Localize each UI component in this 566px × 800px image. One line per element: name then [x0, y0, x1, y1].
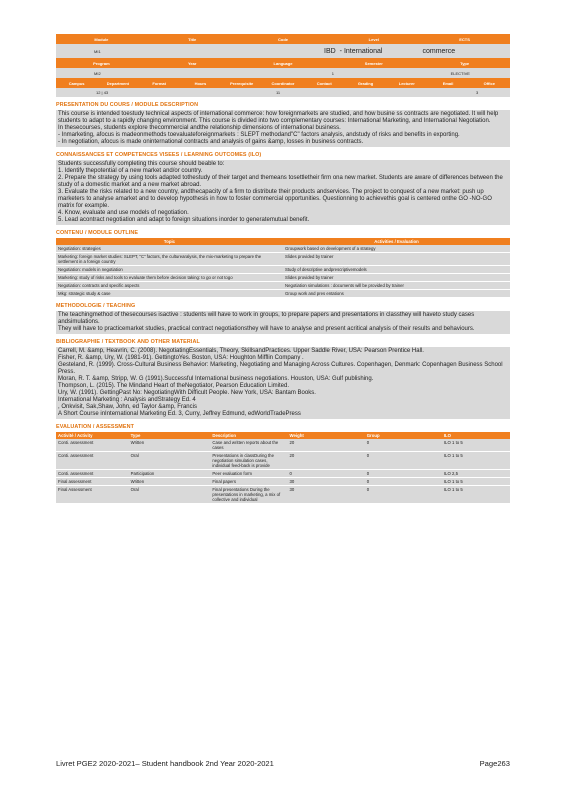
header-cell: Semester: [364, 60, 383, 66]
header-cell: Campus: [68, 80, 85, 86]
header-cell: Type: [460, 60, 470, 66]
table-cell: Participation: [129, 470, 211, 478]
table-cell: ILO 1 to 5: [442, 452, 510, 470]
header-cell: Title: [188, 36, 197, 42]
header-row-2: [56, 58, 510, 68]
table-cell: Mkg: strategic study & case: [56, 290, 283, 298]
paragraph: In thesecourses, students explore thecommercial andthe relationship dimensions of international business.: [58, 125, 341, 131]
paragraph: 2. Prepare the strategy by using tools adapted tothestudy of their target and themeans tosettletheir firm ona new market. Students are aware of differences between the study of a domestic market and a new market abroad.: [58, 175, 503, 188]
column-header: Weight: [288, 432, 365, 439]
table-cell: Marketing: foreign market studies: SLEPT, "C" factors, the culturearalysis, the mix-marketing to prepare the settlement in a foreign country: [56, 253, 283, 266]
reference: Gesteland, R. (1999). Cross-Cultural Business Behavior: Marketing, Negotiating and Managing Across Cultures. Copenhagen, Denmark: Copenhagen Business School Press.: [58, 362, 503, 375]
type-value: ELECTIVE: [450, 70, 470, 76]
paragraph: They will have to practicemarket studies, practical contract negotiationsthey will have to analyse and present acritical analysis of their results and behaviours.: [58, 326, 475, 332]
teaching-text: [56, 311, 510, 334]
table-cell: Final papers: [210, 478, 287, 486]
page-footer: [56, 759, 510, 768]
table-cell: Written: [129, 478, 211, 486]
table-cell: 20: [288, 452, 365, 470]
header-cell: Prerequisite: [230, 80, 254, 86]
table-cell: Negotiation: strategies: [56, 245, 283, 253]
table-row: [56, 470, 510, 478]
table-cell: Conti. assessment: [56, 470, 129, 478]
header-cell: ECTS: [459, 36, 470, 42]
paragraph: Students successfully completing this course should beable to:: [58, 161, 225, 167]
table-row: [56, 452, 510, 470]
table-cell: Slides provided by trainer: [283, 253, 510, 266]
header-cell: Lecturer: [398, 80, 415, 86]
table-cell: Slides provided by trainer: [283, 274, 510, 282]
header-cell: Department: [106, 80, 130, 86]
table-cell: 0: [365, 452, 442, 470]
program-value: MI2: [94, 70, 101, 76]
table-cell: ILO 2,5: [442, 470, 510, 478]
table-cell: ILO 1 to 5: [442, 439, 510, 452]
paragraph: - Inmarketing, afocus is madeonmethods toevaluateforeignmarkets : SLEPT methodand"C" factors analysis, andstudy of risks and benefits in exporting.: [58, 132, 460, 138]
table-cell: Negotiation simulations : documents will be provided by trainer: [283, 282, 510, 290]
table-cell: Conti. assessment: [56, 439, 129, 452]
table-cell: Final presentations During the presentations in marketing, a mix of collective and individual: [210, 486, 287, 504]
bibliography-text: [56, 347, 510, 419]
header-row-3: [56, 78, 510, 88]
table-row: [56, 266, 510, 274]
header-cell: Contact: [316, 80, 332, 86]
table-cell: Case and written reports about the cases: [210, 439, 287, 452]
column-header: ILO: [442, 432, 510, 439]
paragraph: 1. Identify thepotential of a new market and/or country.: [58, 168, 203, 174]
title-left: IBD: [324, 47, 336, 55]
outline-heading: CONTENU / MODULE OUTLINE: [56, 230, 139, 236]
column-header: Description: [210, 432, 287, 439]
table-cell: 0: [365, 439, 442, 452]
table-cell: ILO 1 to 5: [442, 478, 510, 486]
table-cell: 0: [365, 478, 442, 486]
reference: , Onkvisit, Sak,Shaw, John, ed Taylor &amp, Francis: [58, 404, 197, 410]
header-values-row: [56, 68, 510, 78]
table-cell: Conti. assessment: [56, 452, 129, 470]
teaching-heading: METHODOLOGIE / TEACHING: [56, 303, 136, 309]
credits-value: 11: [276, 90, 281, 95]
reference: International Marketing : Analysis andStrategy Ed. 4: [58, 397, 196, 403]
header-cell: Email: [442, 80, 454, 86]
column-header: Group: [365, 432, 442, 439]
header-title-row: [56, 44, 510, 58]
table-cell: Final Assessment: [56, 486, 129, 504]
paragraph: - In negotiation, afocus is made oninternational contracts and analysis of gains &amp, losses in business contracts.: [58, 139, 364, 145]
column-header: Topic: [56, 238, 283, 245]
table-row: [56, 245, 510, 253]
header-cell: Grading: [357, 80, 374, 86]
paragraph: 3. Evaluate the risks related to a new country, andthecapacity of a firm to distribute their products andservices. The project to conquest of a new market: push up marketers to analyse amarket and to develop hypothesis in how to foster commercial opportunities. Questionning to achievethis goal is centered onthe GO -NO-GO matrix for example.: [58, 189, 492, 209]
page-number: Page263: [479, 759, 510, 768]
paragraph: 5. Lead acontract negotiation and adapt to foreign situations inorder to generatemutual benefit.: [58, 217, 310, 223]
title-right: commerce: [422, 47, 456, 55]
evaluation-heading: EVALUATION / ASSESSMENT: [56, 424, 134, 430]
reference: Thompson, L. (2015). The Mindand Heart of theNegotiator, Pearson Education Limited.: [58, 383, 290, 389]
header-row-1: [56, 34, 510, 44]
table-cell: Peer evaluation form: [210, 470, 287, 478]
table-row: [56, 486, 510, 504]
column-header: Activité / Activity: [56, 432, 129, 439]
table-cell: ILO 1 to 5: [442, 486, 510, 504]
table-row: [56, 290, 510, 298]
table-cell: 20: [288, 439, 365, 452]
table-cell: Oral: [129, 486, 211, 504]
header-cell: Language: [273, 60, 293, 66]
bibliography-heading: BIBLIOGRAPHIE / TEXTBOOK AND OTHER MATERIAL: [56, 339, 200, 345]
column-header: Activities / Evaluation: [283, 238, 510, 245]
reference: A Short Course inInternational Marketing Ed. 3, Curry, Jeffrey Edmund, edWorldTradePress: [58, 411, 301, 417]
table-cell: 30: [288, 478, 365, 486]
table-row: [56, 478, 510, 486]
hours-value: 12 | 43: [96, 90, 109, 95]
reference: Fisher, R. &amp, Ury, W. (1981-91). GettingtoYes. Boston, USA: Houghton Mifflin Company .: [58, 355, 304, 361]
reference: Carrell, M. &amp, Heavrin, C. (2008). NegotiatingEssentials, Theory, SkillsandPractices. Upper Saddle River, USA: Pearson Prentice Hall.: [58, 348, 424, 354]
header-cell: Format: [152, 80, 166, 86]
header-cell: Program: [93, 60, 110, 66]
table-cell: Marketing: study of risks and tools to evaluate them before decision taking: to go or not togo: [56, 274, 283, 282]
table-row: [56, 439, 510, 452]
table-cell: Study of descriptive andprescriptivemodels: [283, 266, 510, 274]
table-cell: Groupwork based on development of a strategy: [283, 245, 510, 253]
header-cell: Office: [483, 80, 495, 86]
table-cell: Group work and pres entations: [283, 290, 510, 298]
paragraph: The teachingmethod of thesecourses isactive : students will have to work in groups, to prepare papers and presentations in classthey will haveto study cases andsimulations.: [58, 312, 475, 325]
reference: Moran, R. T. &amp, Stripp, W. G (1991).Successful International business negotiations. Houston, USA: Gulf publishing.: [58, 376, 374, 382]
presentation-text: [56, 110, 510, 147]
header-cell: Hours: [194, 80, 207, 86]
learning-outcomes-text: [56, 160, 510, 225]
header-row-4: [56, 88, 510, 97]
outline-table: [56, 238, 510, 298]
table-cell: Negotiation: models in negotiation: [56, 266, 283, 274]
header-cell: Module: [94, 36, 109, 42]
learning-outcomes-heading: CONNAISSANCES ET COMPETENCES VISEES / LEARNING OUTCOMES (ILO): [56, 152, 262, 158]
presentation-heading: PRESENTATION DU COURS / MODULE DESCRIPTION: [56, 102, 199, 108]
table-cell: 0: [365, 470, 442, 478]
table-cell: Final assessment: [56, 478, 129, 486]
page: [56, 34, 510, 504]
table-cell: Presentations in classDuring the negotiation simulation cases, individual feed-back is provide: [210, 452, 287, 470]
header-cell: Level: [368, 36, 379, 42]
evaluation-table: [56, 432, 510, 504]
table-cell: Written: [129, 439, 211, 452]
column-header: Type: [129, 432, 211, 439]
paragraph: 4. Know, evaluate and use models of negotiation.: [58, 210, 189, 216]
table-cell: 0: [365, 486, 442, 504]
footer-handbook-title: Livret PGE2 2020-2021– Student handbook 2nd Year 2020-2021: [56, 759, 274, 768]
reference: Ury, W. (1991). GettingPast No: NegotiatingWith Difficult People. New York, USA: Bantam Books.: [58, 390, 316, 396]
semester-value: 1: [331, 70, 334, 76]
table-row: [56, 274, 510, 282]
table-cell: Oral: [129, 452, 211, 470]
header-cell: Year: [187, 60, 197, 66]
title-mid: - International: [339, 47, 383, 55]
header-cell: Coordinator: [271, 80, 295, 86]
table-row: [56, 253, 510, 266]
table-row: [56, 282, 510, 290]
table-cell: 30: [288, 486, 365, 504]
grade-value: 3: [476, 90, 479, 95]
table-cell: 0: [288, 470, 365, 478]
header-cell: Code: [277, 36, 288, 42]
table-cell: Negotiation: contracts and specific aspects: [56, 282, 283, 290]
module-code: MI1: [94, 48, 101, 54]
paragraph: This course is intended toestudy technical aspects of international commerce: how foreignmarkets are studied, and how busine ss contracts are negotiated. It will help students to adapt to a rapidly changing environment. This course is divided into two complementary courses: International Marketing, and International Negotiation.: [58, 111, 499, 124]
